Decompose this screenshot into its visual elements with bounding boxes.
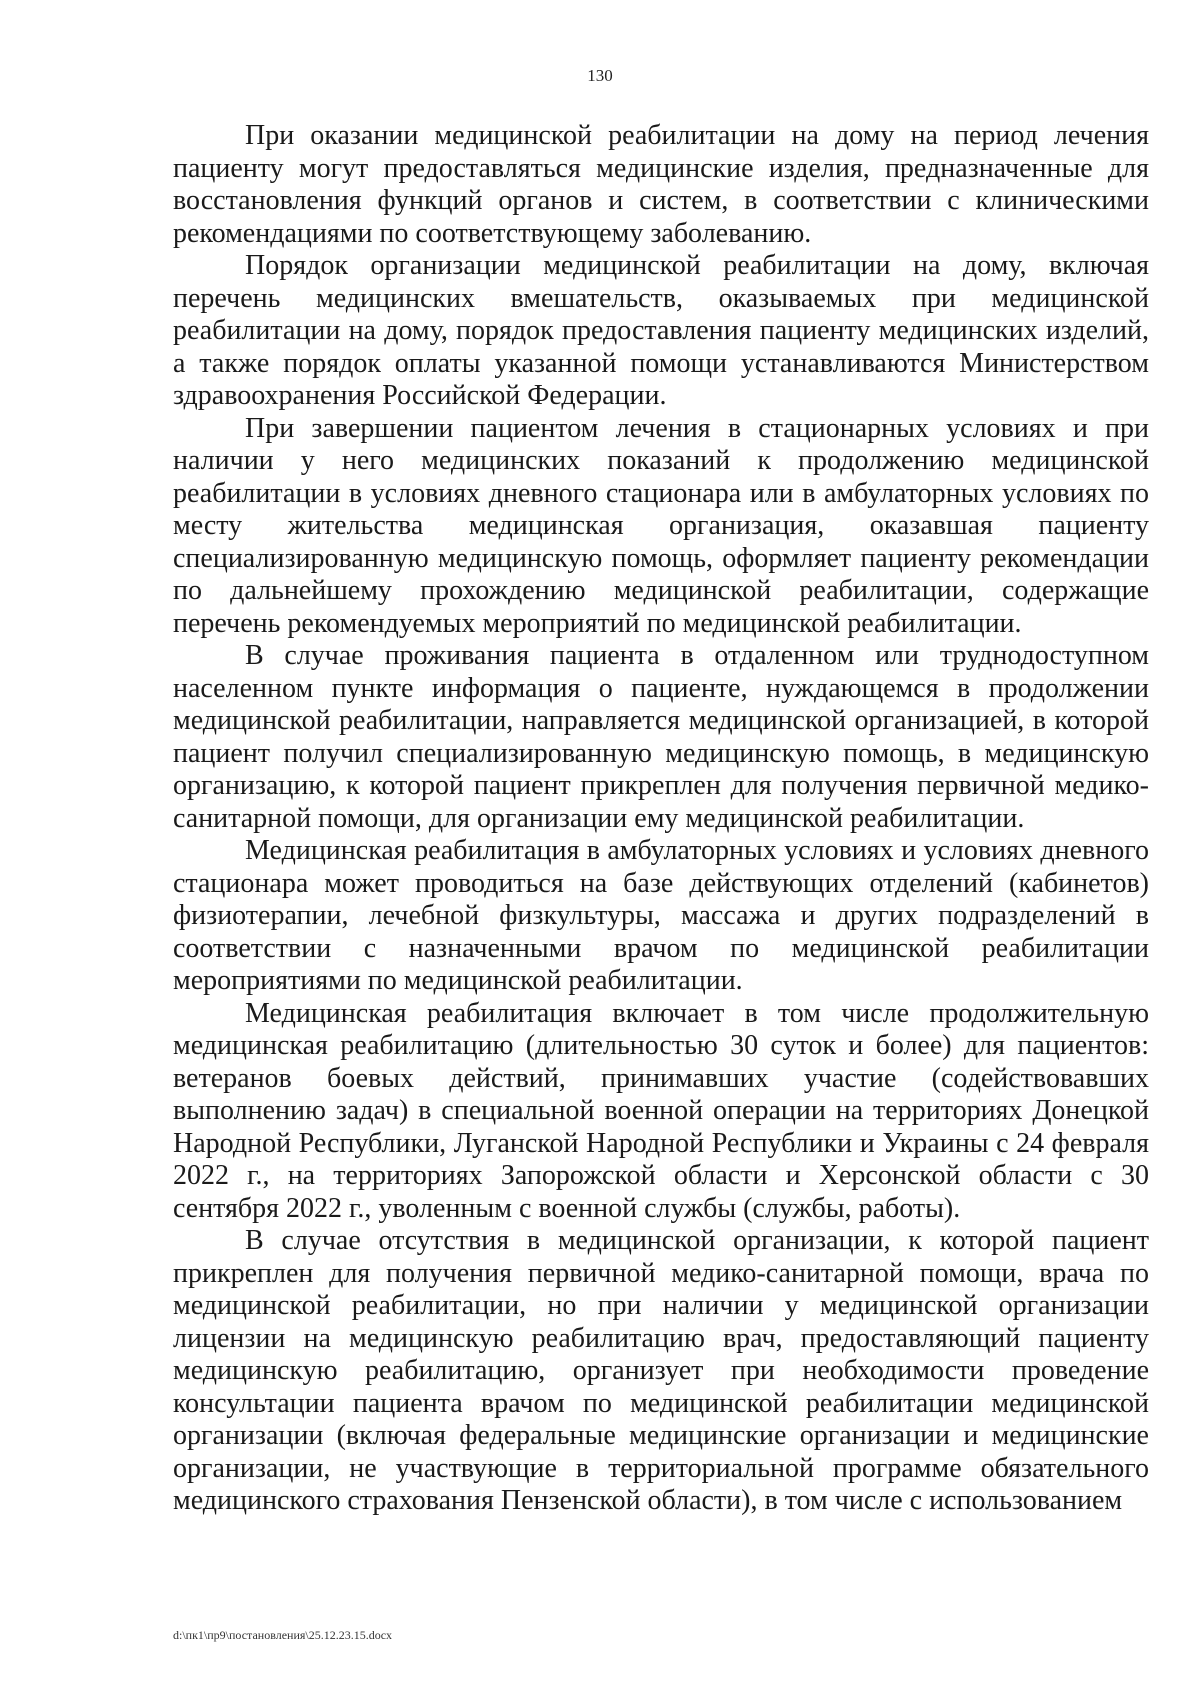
paragraph-no-rehab-doctor: В случае отсутствия в медицинской организации, к которой пациент прикреплен для получения первичной медико-санитарной помощи, врача по медицинской реабилитации, но при наличии у медицинской организации лицензии на медицинскую реабилитацию врач, предоставляющий пациенту медицинскую реабилитацию, организует при необходимости проведение консультации пациента врачом по медицинской реабилитации медицинской организации (включая федеральные медицинские организации и медицинские организации, не участвующие в территориальной программе обязательного медицинского страхования Пензенской области), в том числе с использованием [173,1225,1149,1516]
paragraph-outpatient-rehab: Медицинская реабилитация в амбулаторных условиях и условиях дневного стационара может проводиться на базе действующих отделений (кабинетов) физиотерапии, лечебной физкультуры, массажа и других подразделений в соответствии с назначенными врачом по медицинской реабилитации мероприятиями по медицинской реабилитации. [173,835,1149,996]
paragraph-discharge-recommendations: При завершении пациентом лечения в стационарных условиях и при наличии у него медицинских показаний к продолжению медицинской реабилитации в условиях дневного стационара или в амбулаторных условиях по месту жительства медицинская организация, оказавшая пациенту специализированную медицинскую помощь, оформляет пациенту рекомендации по дальнейшему прохождению медицинской реабилитации, содержащие перечень рекомендуемых мероприятий по медицинской реабилитации. [173,412,1149,639]
paragraph-home-rehab-devices: При оказании медицинской реабилитации на дому на период лечения пациенту могут предоставляться медицинские изделия, предназначенные для восстановления функций органов и систем, в соответствии с клиническими рекомендациями по соответствующему заболеванию. [173,120,1149,249]
page-number: 130 [587,66,613,85]
paragraph-home-rehab-procedure: Порядок организации медицинской реабилитации на дому, включая перечень медицинских вмешательств, оказываемых при медицинской реабилитации на дому, порядок предоставления пациенту медицинских изделий, а также порядок оплаты указанной помощи устанавливаются Министерством здравоохранения Российской Федерации. [173,250,1149,411]
footer-file-path: d:\пк1\пр9\постановления\25.12.23.15.docx [173,1628,393,1642]
paragraph-veterans-rehab: Медицинская реабилитация включает в том числе продолжительную медицинская реабилитацию (длительностью 30 суток и более) для пациентов: ветеранов боевых действий, принимавших участие (содействовавших выполнению задач) в специальной военной операции на территориях Донецкой Народной Республики, Луганской Народной Республики и Украины с 24 февраля 2022 г., на территориях Запорожской области и Херсонской области с 30 сентября 2022 г., уволенным с военной службы (службы, работы). [173,997,1149,1224]
paragraph-remote-settlement: В случае проживания пациента в отдаленном или труднодоступном населенном пункте информация о пациенте, нуждающемся в продолжении медицинской реабилитации, направляется медицинской организацией, в которой пациент получил специализированную медицинскую помощь, в медицинскую организацию, к которой пациент прикреплен для получения первичной медико-санитарной помощи, для организации ему медицинской реабилитации. [173,640,1149,834]
document-body [173,120,1149,1518]
